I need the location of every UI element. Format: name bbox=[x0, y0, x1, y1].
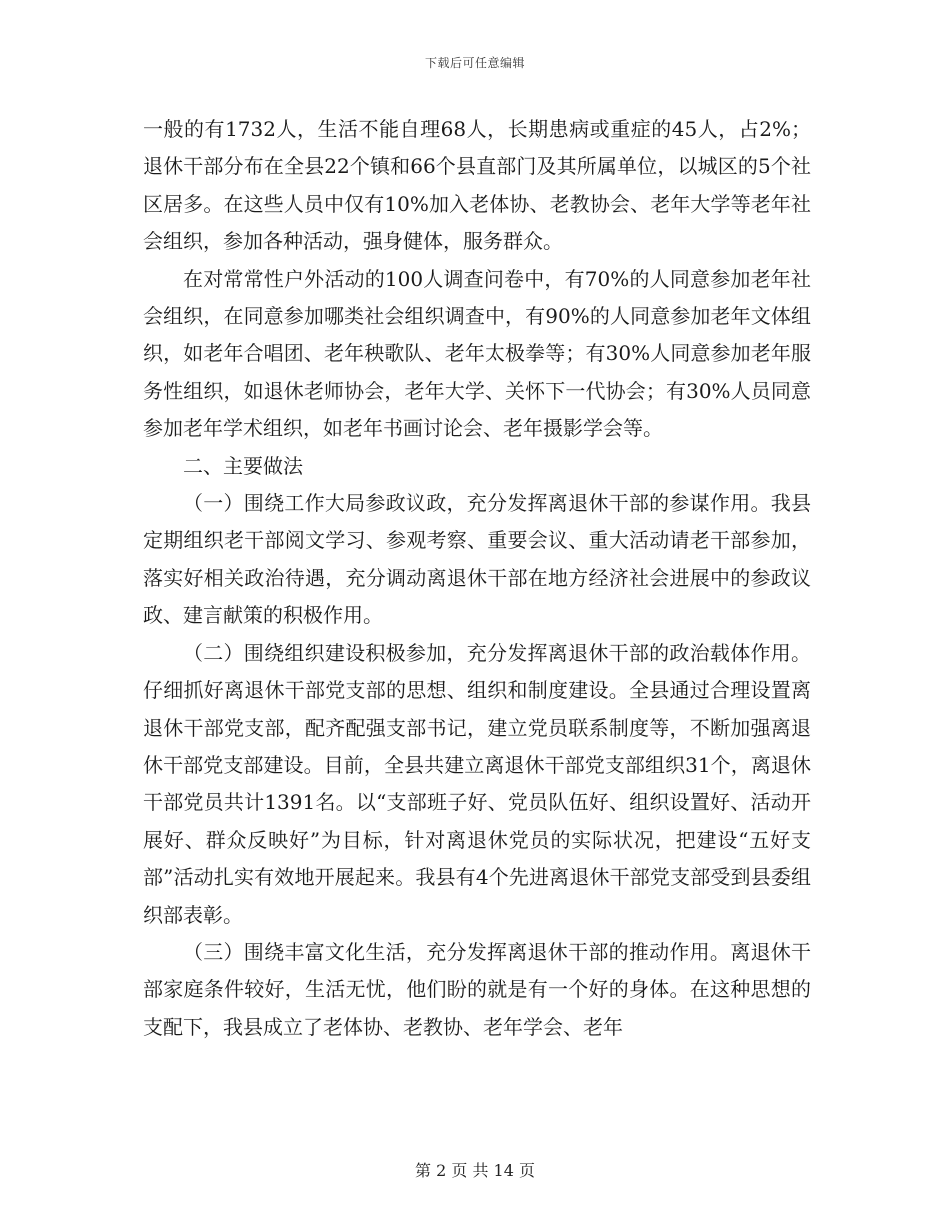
paragraph-practice-2: （二）围绕组织建设积极参加，充分发挥离退休干部的政治载体作用。仔细抓好离退休干部党支部的思想、组织和制度建设。全县通过合理设置离退休干部党支部，配齐配强支部书记，建立党员联系制度等，不断加强离退休干部党支部建设。目前，全县共建立离退休干部党支部组织31个，离退休干部党员共计1391名。以“支部班子好、党员队伍好、组织设置好、活动开展好、群众反映好”为目标，针对离退休党员的实际状况，把建设“五好支部”活动扎实有效地开展起来。我县有4个先进离退休干部党支部受到县委组织部表彰。 bbox=[143, 640, 811, 927]
page-header-note: 下载后可任意编辑 bbox=[424, 56, 525, 70]
page-footer bbox=[0, 1158, 950, 1181]
paragraph-practice-3: （三）围绕丰富文化生活，充分发挥离退休干部的推动作用。离退休干部家庭条件较好，生活无忧，他们盼的就是有一个好的身体。在这种思想的支配下，我县成立了老体协、老教协、老年学会、老年 bbox=[143, 939, 811, 1039]
page-number-label: 第 2 页 共 14 页 bbox=[415, 1161, 535, 1180]
document-body bbox=[143, 111, 811, 1046]
paragraph-survey: 在对常常性户外活动的100人调查问卷中，有70%的人同意参加老年社会组织，在同意参加哪类社会组织调查中，有90%的人同意参加老年文体组织，如老年合唱团、老年秧歌队、老年太极拳等；有30%人同意参加老年服务性组织，如退休老师协会，老年大学、关怀下一代协会；有30%人员同意参加老年学术组织，如老年书画讨论会、老年摄影学会等。 bbox=[143, 266, 811, 441]
paragraph-practice-1: （一）围绕工作大局参政议政，充分发挥离退休干部的参谋作用。我县定期组织老干部阅文学习、参观考察、重要会议、重大活动请老干部参加，落实好相关政治待遇，充分调动离退休干部在地方经济社会进展中的参政议政、建言献策的积极作用。 bbox=[143, 491, 811, 628]
paragraph-statistics: 一般的有1732人，生活不能自理68人，长期患病或重症的45人，占2%；退休干部分布在全县22个镇和66个县直部门及其所属单位，以城区的5个社区居多。在这些人员中仅有10%加入老体协、老教协会、老年大学等老年社会组织，参加各种活动，强身健体，服务群众。 bbox=[143, 117, 811, 254]
section-heading-main-practices: 二、主要做法 bbox=[183, 453, 303, 478]
